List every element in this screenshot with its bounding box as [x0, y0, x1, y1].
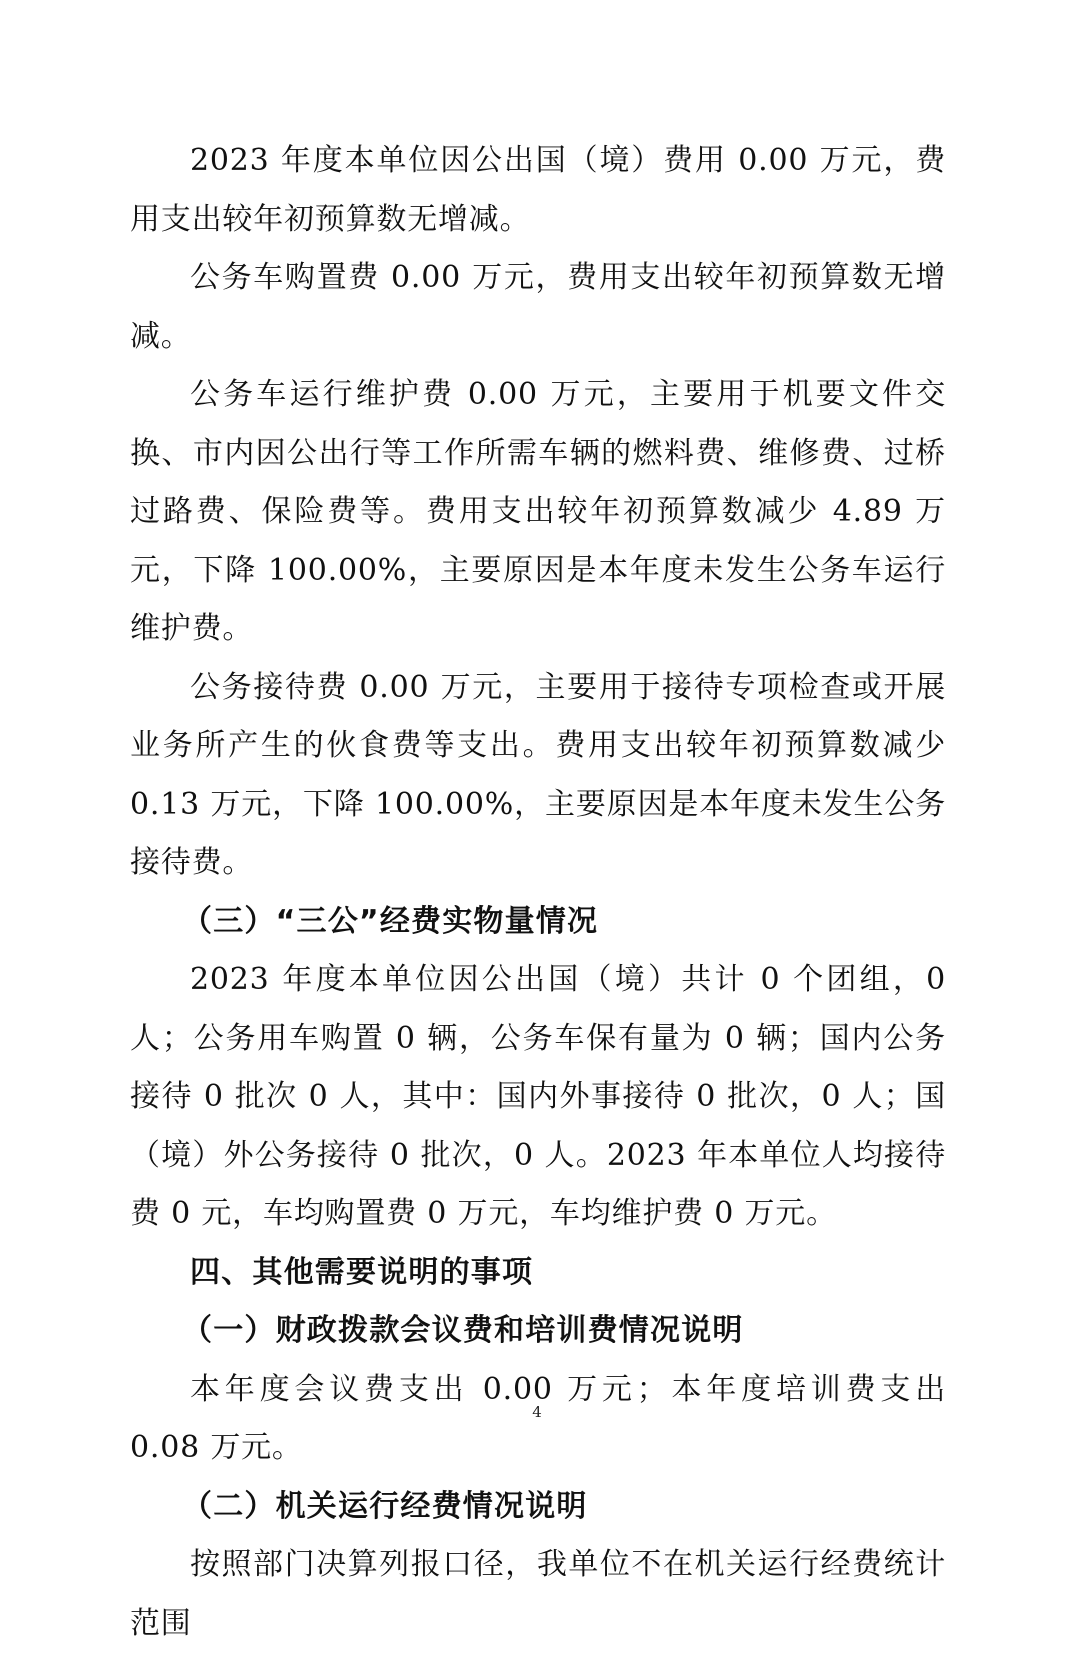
paragraph-vehicle-maintenance-cost: 公务车运行维护费 0.00 万元，主要用于机要文件交换、市内因公出行等工作所需车辆的燃料费、维修费、过桥过路费、保险费等。费用支出较年初预算数减少 4.89 万元，下降 100.00%，主要原因是本年度未发生公务车运行维护费。 — [130, 377, 946, 646]
paragraph-reception-cost: 公务接待费 0.00 万元，主要用于接待专项检查或开展业务所产生的伙食费等支出。费用支出较年初预算数减少 0.13 万元，下降 100.00%，主要原因是本年度未发生公务接待费。 — [130, 669, 946, 880]
paragraph-physical-quantity-detail: 2023 年度本单位因公出国（境）共计 0 个团组，0 人；公务用车购置 0 辆，公务车保有量为 0 辆；国内公务接待 0 批次 0 人，其中：国内外事接待 0 批次，0 人；国（境）外公务接待 0 批次，0 人。2023 年本单位人均接待费 0 元，车均购置费 0 万元，车均维护费 0 万元。 — [130, 962, 946, 1231]
subheading-meeting-training-fees: （一）财政拨款会议费和培训费情况说明 — [182, 1313, 744, 1348]
paragraph-overseas-travel-cost: 2023 年度本单位因公出国（境）费用 0.00 万元，费用支出较年初预算数无增减。 — [130, 143, 946, 237]
paragraph-meeting-training-detail: 本年度会议费支出 0.00 万元；本年度培训费支出 0.08 万元。 — [130, 1371, 946, 1465]
document-body — [130, 132, 946, 1653]
page-number: 4 — [532, 1403, 542, 1421]
subheading-three-public-physical-quantity: （三）“三公”经费实物量情况 — [182, 903, 599, 939]
section-heading-other-matters: 四、其他需要说明的事项 — [190, 1254, 534, 1290]
paragraph-agency-operating-detail: 按照部门决算列报口径，我单位不在机关运行经费统计范围 — [130, 1547, 946, 1641]
paragraph-vehicle-purchase-cost: 公务车购置费 0.00 万元，费用支出较年初预算数无增减。 — [130, 260, 946, 354]
subheading-agency-operating-expenses: （二）机关运行经费情况说明 — [182, 1488, 588, 1524]
